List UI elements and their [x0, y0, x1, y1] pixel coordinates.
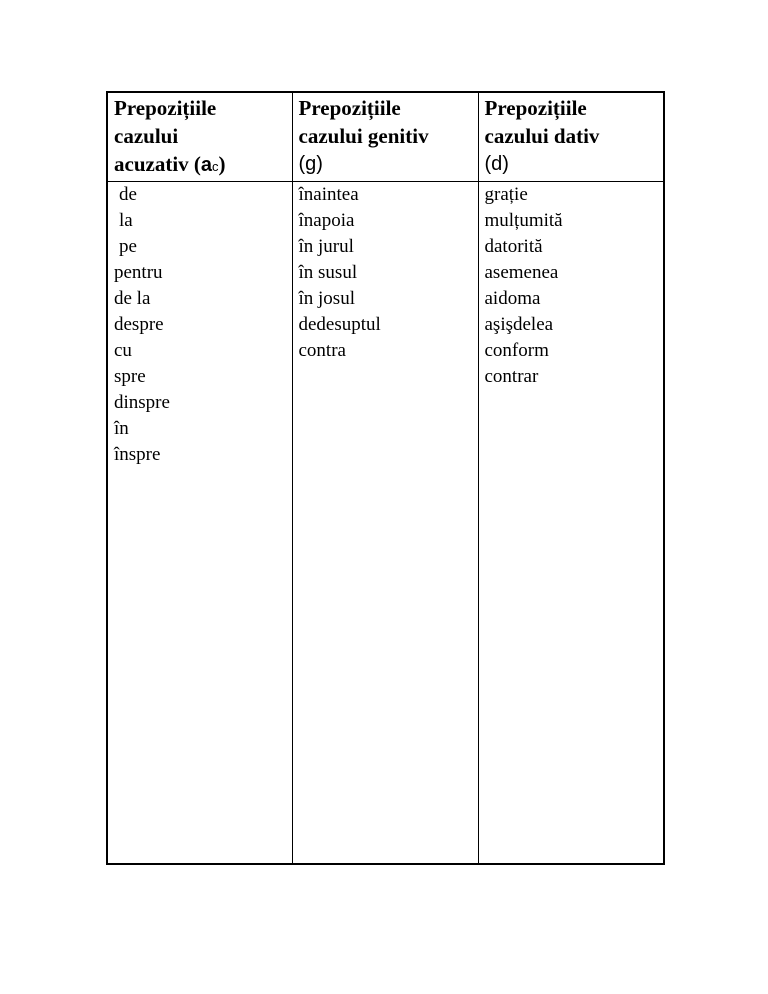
list-item: în jurul — [298, 236, 354, 257]
list-item: de la — [114, 288, 151, 309]
header-acuzativ-line2: cazului — [114, 124, 179, 148]
list-item: mulțumită — [484, 210, 563, 231]
list-item: dinspre — [114, 392, 170, 413]
list-item: aidoma — [484, 288, 541, 309]
prepositions-table — [106, 91, 665, 865]
list-item: înaintea — [298, 184, 359, 205]
header-dativ — [478, 92, 664, 182]
list-item: despre — [114, 314, 164, 335]
list-item: de — [119, 184, 137, 205]
list-item: asemenea — [484, 262, 559, 283]
cell-acuzativ-list — [107, 182, 292, 865]
list-item: înspre — [114, 444, 161, 465]
header-genitiv-line2: cazului genitiv — [298, 124, 429, 148]
list-item: conform — [484, 340, 549, 361]
list-item: în susul — [298, 262, 358, 283]
dativ-prepositions-list — [485, 182, 658, 390]
list-item: în — [114, 418, 129, 439]
header-dativ-symbol: (d) — [484, 153, 509, 175]
acuzativ-prepositions-list — [114, 182, 286, 468]
list-item: spre — [114, 366, 146, 387]
list-item: pe — [119, 236, 137, 257]
cell-dativ-list — [478, 182, 664, 865]
header-acuzativ-line3 — [114, 150, 286, 181]
header-genitiv — [292, 92, 478, 182]
header-acuzativ-case-name: acuzativ ( — [114, 152, 201, 176]
list-item: la — [119, 210, 133, 231]
list-item: dedesuptul — [298, 314, 381, 335]
table-header-row — [107, 92, 664, 182]
header-dativ-line1: Prepozițiile — [484, 96, 587, 120]
genitiv-prepositions-list — [299, 182, 472, 364]
header-genitiv-line1: Prepozițiile — [298, 96, 401, 120]
list-item: grație — [484, 184, 528, 205]
list-item: pentru — [114, 262, 163, 283]
header-acuzativ-symbol: a — [200, 154, 213, 176]
list-item: în josul — [298, 288, 355, 309]
header-acuzativ — [107, 92, 292, 182]
list-item: datorită — [484, 236, 543, 257]
list-item: contra — [298, 340, 346, 361]
header-acuzativ-close-paren: ) — [218, 152, 226, 176]
table-body-row — [107, 182, 664, 865]
header-genitiv-symbol: (g) — [298, 153, 323, 175]
header-dativ-line2: cazului dativ — [484, 124, 600, 148]
header-acuzativ-line1: Prepozițiile — [114, 96, 217, 120]
cell-genitiv-list — [292, 182, 478, 865]
list-item: înapoia — [298, 210, 355, 231]
list-item: contrar — [484, 366, 539, 387]
header-acuzativ-symbol-sub: c — [212, 159, 219, 174]
list-item: aşişdelea — [484, 314, 554, 335]
list-item: cu — [114, 340, 132, 361]
